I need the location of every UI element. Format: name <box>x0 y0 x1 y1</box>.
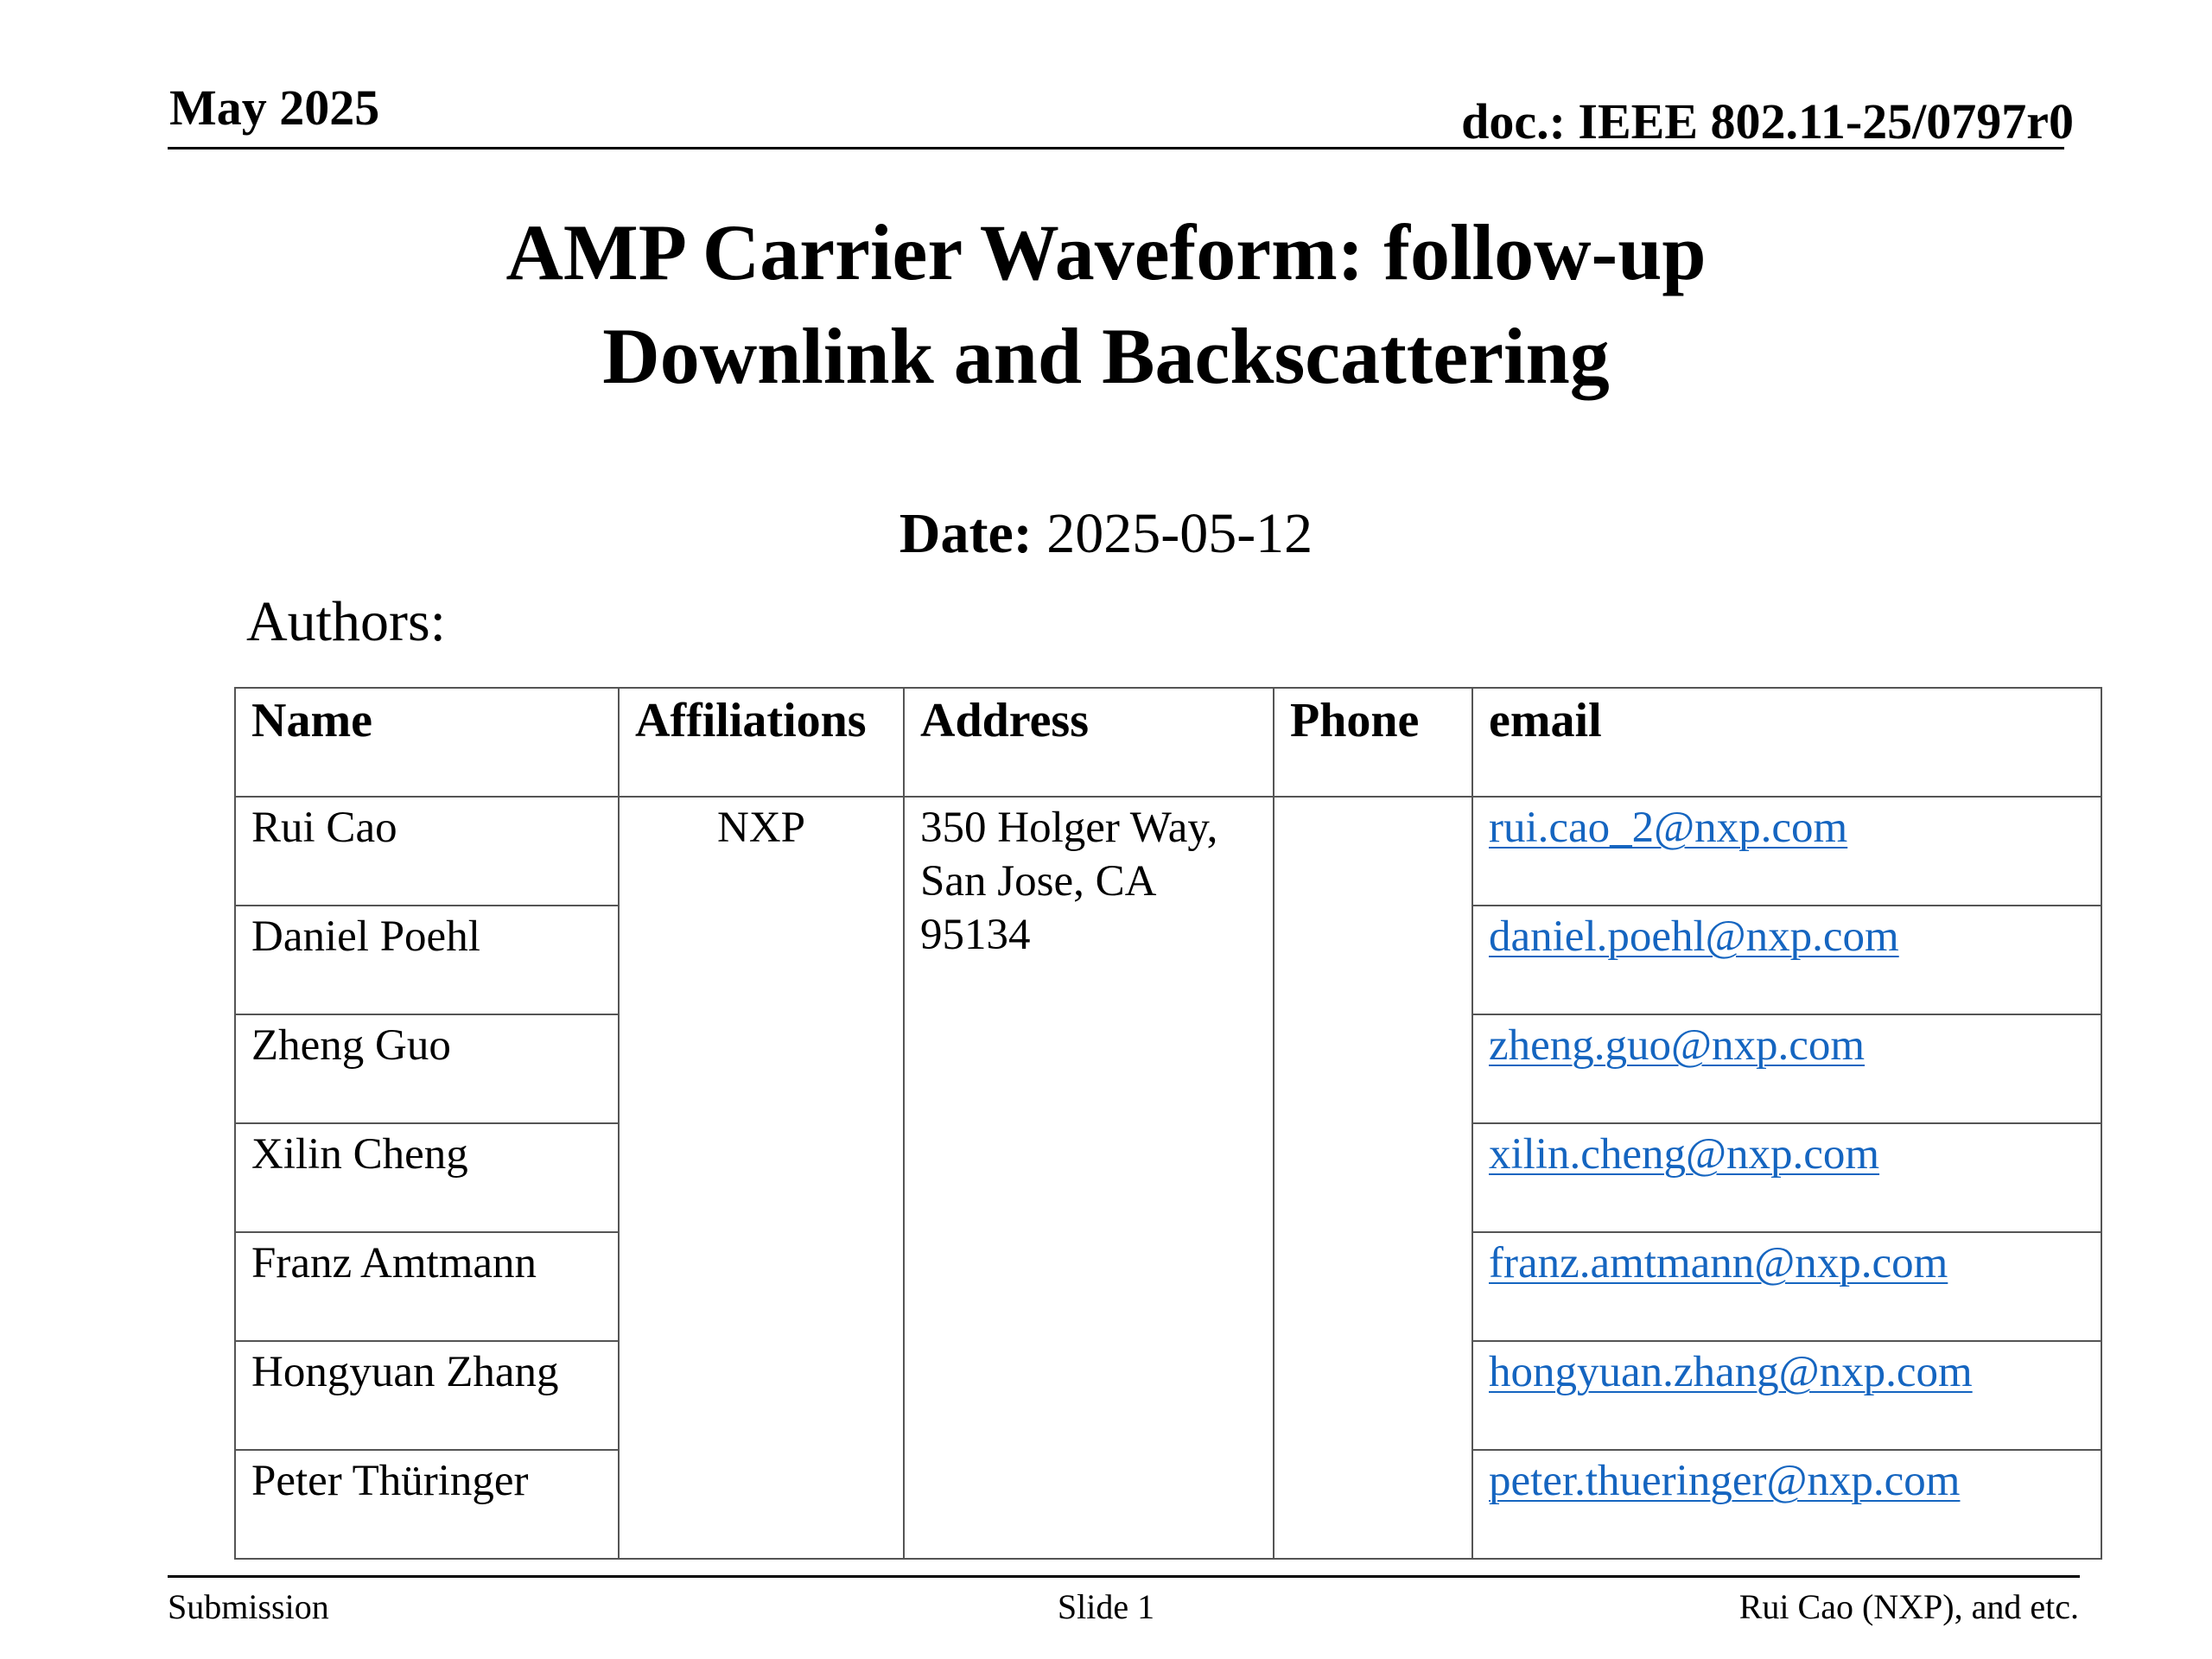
footer-author: Rui Cao (NXP), and etc. <box>1738 1587 2079 1626</box>
header-phone: Phone <box>1274 688 1472 797</box>
date-value: 2025-05-12 <box>1046 502 1313 565</box>
header-email: email <box>1472 688 2101 797</box>
footer-submission: Submission <box>168 1587 329 1626</box>
author-name: Zheng Guo <box>235 1014 619 1123</box>
header-affiliations: Affiliations <box>619 688 904 797</box>
title-line-2: Downlink and Backscattering <box>602 312 1610 400</box>
title-line-1: AMP Carrier Waveform: follow-up <box>505 208 1707 296</box>
slide-title <box>0 200 2212 408</box>
header-name: Name <box>235 688 619 797</box>
email-cell <box>1472 1123 2101 1232</box>
email-cell <box>1472 1014 2101 1123</box>
header-rule <box>168 147 2064 149</box>
email-cell <box>1472 1232 2101 1341</box>
address-cell: 350 Holger Way, San Jose, CA 95134 <box>904 797 1274 1559</box>
date-line <box>0 499 2212 569</box>
email-cell <box>1472 1341 2101 1450</box>
email-link[interactable]: daniel.poehl@nxp.com <box>1489 912 1899 961</box>
header-address: Address <box>904 688 1274 797</box>
authors-table <box>234 687 2102 1560</box>
email-link[interactable]: hongyuan.zhang@nxp.com <box>1489 1348 1973 1396</box>
email-cell <box>1472 906 2101 1014</box>
date-label: Date: <box>899 502 1033 565</box>
email-link[interactable]: xilin.cheng@nxp.com <box>1489 1130 1880 1179</box>
footer-slide-number: Slide 1 <box>1057 1587 1155 1626</box>
author-name: Hongyuan Zhang <box>235 1341 619 1450</box>
table-header-row <box>235 688 2101 797</box>
author-name: Rui Cao <box>235 797 619 906</box>
email-link[interactable]: rui.cao_2@nxp.com <box>1489 804 1848 852</box>
header-doc-id: doc.: IEEE 802.11-25/0797r0 <box>1461 93 2074 149</box>
phone-cell <box>1274 797 1472 1559</box>
affiliation-cell: NXP <box>619 797 904 1559</box>
footer-rule <box>168 1575 2080 1578</box>
email-link[interactable]: peter.thueringer@nxp.com <box>1489 1457 1961 1505</box>
author-name: Xilin Cheng <box>235 1123 619 1232</box>
email-cell <box>1472 1450 2101 1559</box>
authors-label: Authors: <box>246 590 446 653</box>
email-link[interactable]: franz.amtmann@nxp.com <box>1489 1239 1948 1287</box>
author-name: Franz Amtmann <box>235 1232 619 1341</box>
author-name: Daniel Poehl <box>235 906 619 1014</box>
author-name: Peter Thüringer <box>235 1450 619 1559</box>
email-cell <box>1472 797 2101 906</box>
table-row <box>235 797 2101 906</box>
email-link[interactable]: zheng.guo@nxp.com <box>1489 1021 1866 1070</box>
header-date: May 2025 <box>169 79 380 136</box>
